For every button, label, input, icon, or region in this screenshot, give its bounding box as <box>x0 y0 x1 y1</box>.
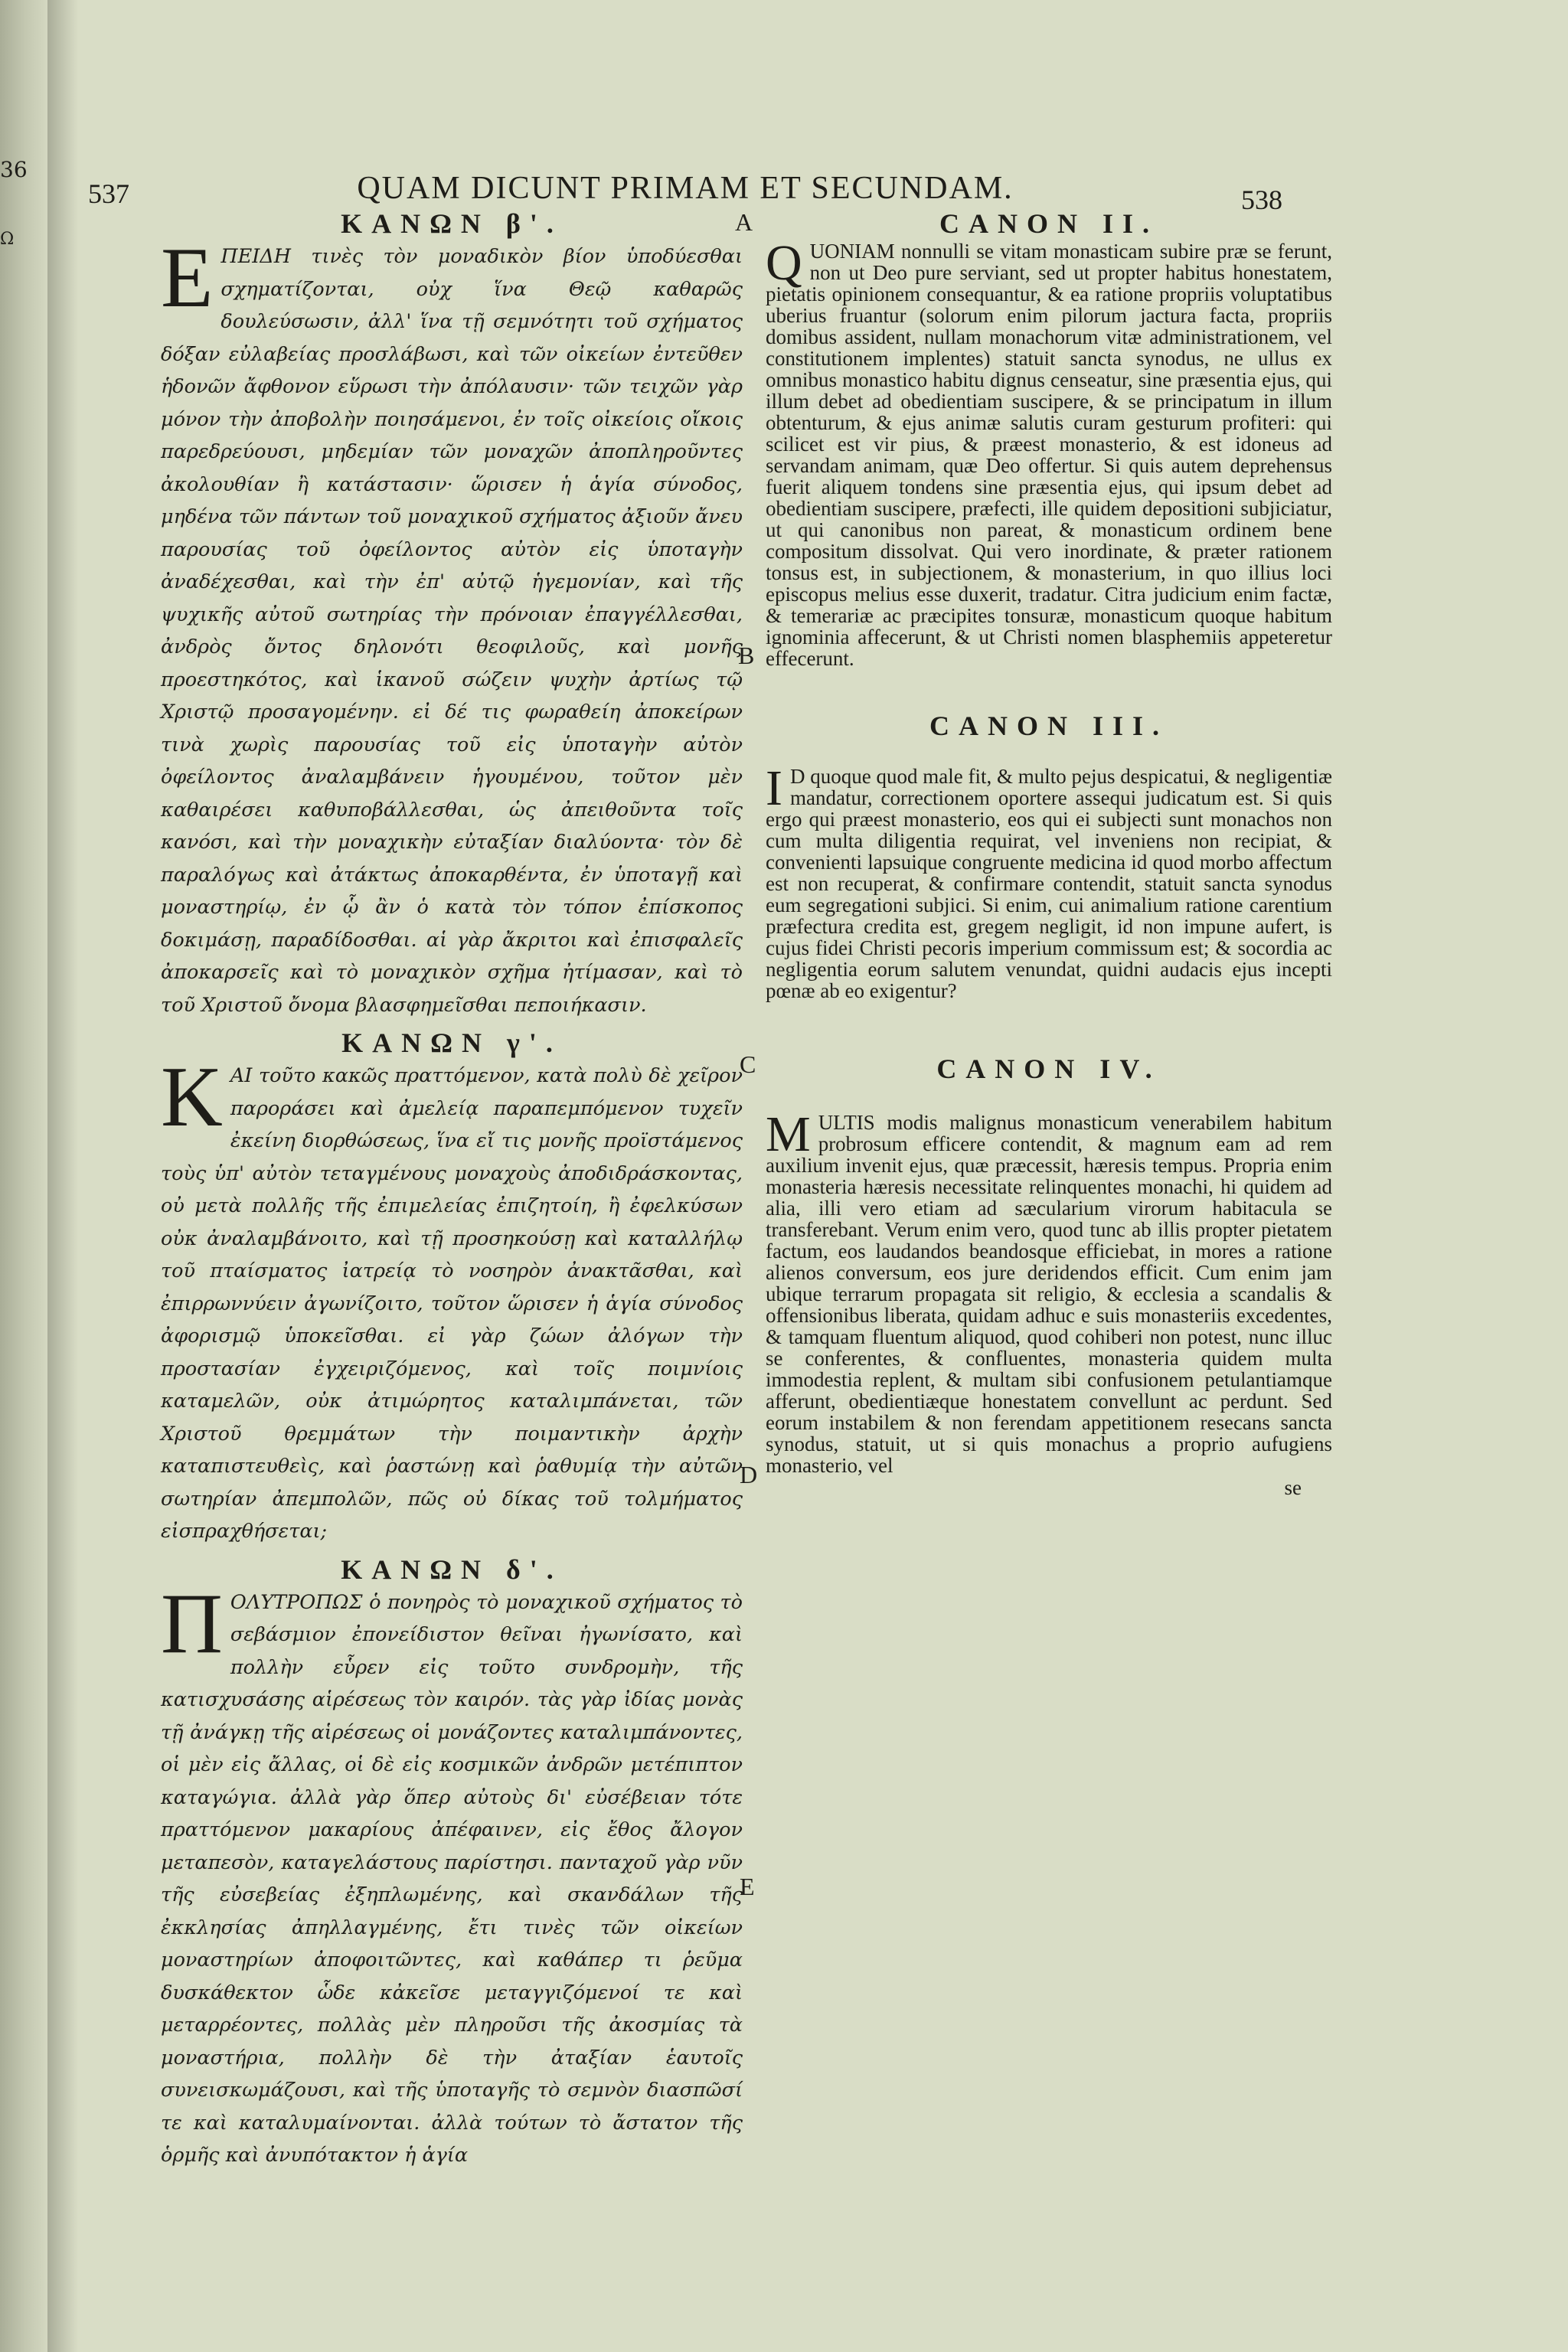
latin-canon-2 <box>766 207 1332 669</box>
greek-canon-4-body: ΟΛΥΤΡΟΠΩΣ ὁ πονηρὸς τὸ μοναχικοῦ σχήματος τὸ σεβάσμιον ἐπονείδιστον θεῖναι ἠγωνίσατο, καὶ πολλὴν εὗρεν εἰς τοῦτο συνδρομὴν, τῆς κατισχυσάσης αἱρέσεως τὸν καιρόν. τὰς γὰρ ἰδίας μονὰς τῇ ἀνάγκῃ τῆς αἱρέσεως οἱ μονάζοντες καταλιμπάνοντες, οἱ μὲν εἰς ἄλλας, οἱ δὲ εἰς κοσμικῶν ἀνδρῶν μετέπιπτον καταγώγια. ἀλλὰ γὰρ ὅπερ αὐτοὺς δι' εὐσέβειαν τότε πραττόμενον μακαρίους ἀπέφαινεν, εἰς ἔθος ἄλογον μεταπεσὸν, καταγελάστους παρίστησι. πανταχοῦ γὰρ νῦν τῆς εὐσεβείας ἐξηπλωμένης, καὶ σκανδάλων τῆς ἐκκλησίας ἀπηλλαγμένης, ἔτι τινὲς τῶν οἰκείων μοναστηρίων ἀποφοιτῶντες, καὶ καθάπερ τι ῥεῦμα δυσκάθεκτον ὧδε κἀκεῖσε μεταγγιζόμενοί τε καὶ μεταρρέοντες, πολλὰς μὲν πληροῦσι τῆς ἀκοσμίας τὰ μοναστήρια, πολλὴν δὲ τὴν ἀταξίαν ἑαυτοῖς συνεισκωμάζουσι, καὶ τῆς ὑποταγῆς τὸ σεμνὸν διασπῶσί τε καὶ καταλυμαίνονται. ἀλλὰ τούτων τὸ ἄστατον τῆς ὁρμῆς καὶ ἀνυπότακτον ἡ ἁγία <box>161 1590 743 2167</box>
drop-cap: Q <box>766 235 802 291</box>
drop-cap: M <box>766 1106 811 1162</box>
latin-canon-2-body: UONIAM nonnulli se vitam monasticam subire præ se ferunt, non ut Deo pure serviant, sed ut propter habitus honestatem, pietatis opinionem consequantur, & ea ratione propriis voluptatibus uberius fruantur (solorum enim pilorum jactura facta, propriis domibus assident, nullam monachorum vitæ administrationem, vel constitutionem implentes) statuit sancta synodus, ne ullus ex omnibus monastico habitu dignus censeatur, sine præsentia ejus, qui illum debet ad obedientiam suscipere, & se principatum in illum obtenturum, & ejus animæ salutis curam gesturum profiteri: qui scilicet est vir pius, & præest monasterio, & est idoneus ad servandam animam, quæ Deo offertur. Si quis autem deprehensus fuerit aliquem tondens sine præsentia ejus, qui ipsum debet ad obedientiam suscipere, præfecti, ille quidem depositioni subjiciatur, ut qui canonibus non pareat, & monasticum ordinem bene compositum dissolvat. Qui vero inordinate, & præter rationem tonsus est, in subjectionem, & monasterium, in quo illius loci episcopus melius esse duxerit, tradatur. Citra judicium enim factæ, & temerariæ ac præcipites tonsuræ, monasticum quoque habitum ignominia affecerunt, & ut Christi nomen blasphemiis appeteretur effecerunt. <box>766 240 1332 670</box>
greek-canon-2-heading: ΚΑΝΩΝ β'. <box>341 208 563 239</box>
greek-canon-4 <box>161 1553 743 2172</box>
running-title: QUAM DICUNT PRIMAM ET SECUNDAM. <box>357 171 1014 206</box>
greek-column <box>161 207 743 2172</box>
latin-canon-4 <box>766 1052 1332 1476</box>
latin-canon-3 <box>766 709 1332 1001</box>
greek-canon-4-text <box>161 1576 743 2172</box>
latin-canon-3-body: D quoque quod male fit, & multo pejus despicatui, & negligentiæ mandatur, correctionem oportere assequi judicatum est. Si quis ergo qui præest monasterio, eos qui ei subjecti sunt monachos non cum multa diligentia requirat, vel inveniens non recipiat, & convenienti lapsuique congruente medicina id quod morbo affectum est non recuperat, & confirmare contendit, statuit sancta synodus eum segregationi subjici. Si enim, cui animalium ratione carentium præfectura credita est, gregem negligit, id non impune aufert, is cujus fidei Christi pecoris imperium commissum est; & socordia ac negligentia eorum salutem venundat, quidni audacis ejus incepti pœnæ ab eo exigentur? <box>766 765 1332 1002</box>
latin-canon-4-text <box>766 1106 1332 1477</box>
page-number-right: 538 <box>1241 185 1282 215</box>
latin-canon-4-heading: CANON IV. <box>936 1054 1161 1084</box>
page-number-left: 537 <box>88 178 129 209</box>
drop-cap: Ε <box>161 230 214 325</box>
margin-marker-a: A <box>735 208 753 236</box>
greek-canon-2-text <box>161 230 743 1021</box>
adjacent-page-number: 36 <box>0 157 28 182</box>
latin-canon-3-text <box>766 760 1332 1002</box>
latin-canon-2-text <box>766 235 1332 670</box>
greek-canon-3-body: ΑΙ τοῦτο κακῶς πραττόμενον, κατὰ πολὺ δὲ χεῖρον παροράσει καὶ ἀμελείᾳ παραπεμπόμενον τυχεῖν ἐκείνη διορθώσεως, ἵνα εἴ τις μονῆς προϊστάμενος τοὺς ὑπ' αὐτὸν τεταγμένους μοναχοὺς ἀποδιδράσκοντας, οὐ μετὰ πολλῆς τῆς ἐπιμελείας ἐπιζητοίη, ἢ ἐφελκύσων οὐκ ἀναλαμβάνοιτο, καὶ τῇ προσηκούσῃ καὶ καταλλήλῳ τοῦ πταίσματος ἰατρείᾳ τὸ νοσηρὸν ἀνακτᾶσθαι, καὶ ἐπιρρωννύειν ἀγωνίζοιτο, τοῦτον ὥρισεν ἡ ἁγία σύνοδος ἀφορισμῷ ὑποκεῖσθαι. εἰ γὰρ ζώων ἀλόγων τὴν προστασίαν ἐγχειριζόμενος, καὶ τοῖς ποιμνίοις καταμελῶν, οὐκ ἀτιμώρητος καταλιμπάνεται, τῶν Χριστοῦ θρεμμάτων τὴν ποιμαντικὴν ἀρχὴν καταπιστευθεὶς, καὶ ῥαστώνῃ καὶ ῥαθυμίᾳ τὴν αὐτῶν σωτηρίαν ἀπεμπολῶν, πῶς οὐ δίκας τοῦ τολμήματος εἰσπραχθήσεται; <box>161 1064 743 1543</box>
margin-marker-c: C <box>740 1050 756 1078</box>
margin-marker-b: B <box>738 642 755 669</box>
adjacent-text-fragment: Ω <box>0 230 15 249</box>
greek-canon-3-heading: ΚΑΝΩΝ γ'. <box>341 1027 562 1058</box>
latin-canon-3-heading: CANON III. <box>929 710 1169 741</box>
latin-canon-2-heading: CANON II. <box>939 208 1158 239</box>
margin-marker-e: E <box>740 1873 755 1900</box>
greek-canon-2-body: ΠΕΙΔΗ τινὲς τὸν μοναδικὸν βίον ὑποδύεσθαι σχηματίζονται, οὐχ ἵνα Θεῷ καθαρῶς δουλεύσωσιν, ἀλλ' ἵνα τῇ σεμνότητι τοῦ σχήματος δόξαν εὐλαβείας προσλάβωσι, καὶ τῶν οἰκείων ἐντεῦθεν ἡδονῶν ἄφθονον εὕρωσι τὴν ἀπόλαυσιν· τῶν τειχῶν γὰρ μόνον τὴν ἀποβολὴν ποιησάμενοι, ἐν τοῖς οἰκείοις οἴκοις παρεδρεύουσι, μηδεμίαν τῶν μοναχῶν ἀποπληροῦντες ἀκολουθίαν ἢ κατάστασιν· ὥρισεν ἡ ἁγία σύνοδος, μηδένα τῶν πάντων τοῦ μοναχικοῦ σχήματος ἀξιοῦν ἄνευ παρουσίας τοῦ ὀφείλοντος αὐτὸν εἰς ὑποταγὴν ἀναδέχεσθαι, καὶ τὴν ἐπ' αὐτῷ ἡγεμονίαν, καὶ τῆς ψυχικῆς αὐτοῦ σωτηρίας τὴν πρόνοιαν ἐπαγγέλλεσθαι, ἀνδρὸς ὄντος δηλονότι θεοφιλοῦς, καὶ μονῆς προεστηκότος, καὶ ἱκανοῦ σώζειν ψυχὴν ἀρτίως τῷ Χριστῷ προσαγομένην. εἰ δέ τις φωραθείη ἀποκείρων τινὰ χωρὶς παρουσίας τοῦ εἰς ὑποταγὴν αὐτὸν ὀφείλοντος ἀναλαμβάνειν ἡγουμένου, τοῦτον μὲν καθαιρέσει καθυποβάλλεσθαι, ὡς ἀπειθοῦντα τοῖς κανόσι, καὶ τὴν μοναχικὴν εὐταξίαν διαλύοντα· τὸν δὲ παραλόγως καὶ ἀτάκτως ἀποκαρθέντα, ἐν ὑποταγῇ καὶ μοναστηρίῳ, ἐν ᾧ ἂν ὁ κατὰ τὸν τόπον ἐπίσκοπος δοκιμάσῃ, παραδίδοσθαι. αἱ γὰρ ἄκριτοι καὶ ἐπισφαλεῖς ἀποκαρσεῖς καὶ τὸ μοναχικὸν σχῆμα ἠτίμασαν, καὶ τὸ τοῦ Χριστοῦ ὄνομα βλασφημεῖσθαι πεποιήκασιν. <box>161 245 743 1017</box>
drop-cap: I <box>766 760 782 816</box>
drop-cap: Κ <box>161 1050 223 1145</box>
greek-canon-3-text <box>161 1050 743 1548</box>
catchword: se <box>1284 1476 1302 1499</box>
drop-cap: Π <box>161 1576 223 1671</box>
latin-column <box>766 207 1332 1499</box>
greek-canon-4-heading: ΚΑΝΩΝ δ'. <box>341 1553 563 1585</box>
greek-canon-3 <box>161 1026 743 1548</box>
margin-marker-d: D <box>740 1461 758 1488</box>
page-fold-shadow <box>47 0 78 2352</box>
latin-canon-4-body: ULTIS modis malignus monasticum venerabilem habitum probrosum efficere contendit, & magnum eam ad rem auxilium invenit ejus, quæ præcessit, hæresis tempus. Propria enim monasteria hæresis necessitate relinquentes monachi, hi quidem ad alia, illi vero etiam ad sæcularium virorum habitacula se transferebant. Verum enim vero, quod tunc ab illis propter pietatem factum, eos laudandos beandosque efficiebat, in mores a ratione alienos conversum, eos jure deridendos efficit. Cum enim jam ubique terrarum propagata sit religio, & ecclesia a scandalis & offensionibus liberata, quidam adhuc e suis monasteriis excedentes, & tamquam fluentum aliquod, quod cohiberi non potest, nunc illuc se conferentes, & confluentes, monasteria quidem multa immodestia replent, & multam sibi confusionem petulantiamque afferunt, obedientiæque honestatem convellunt ac perdunt. Sed eorum instabilem & non ferendam appetitionem resecans sancta synodus, statuit, ut si quis monachus a proprio aufugiens monasterio, vel <box>766 1111 1332 1477</box>
greek-canon-2 <box>161 207 743 1021</box>
adjacent-page-edge <box>0 0 47 2352</box>
